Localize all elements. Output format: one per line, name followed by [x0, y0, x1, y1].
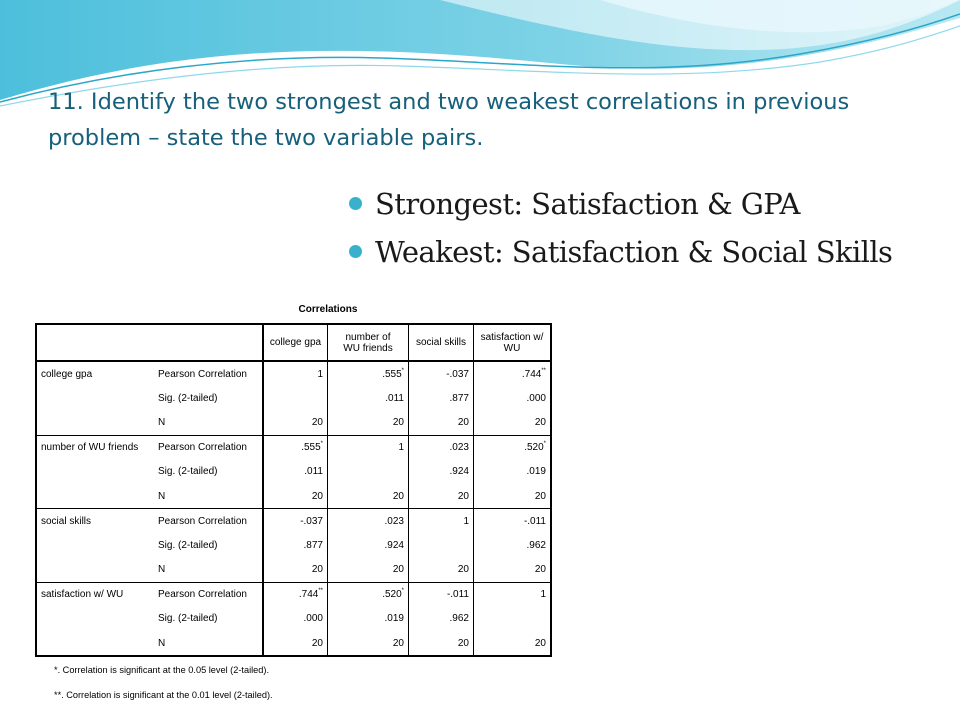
bullet-dot-icon — [349, 197, 362, 210]
table-cell — [328, 582, 409, 607]
cell-value: 1 — [398, 442, 404, 454]
cell-value: .000 — [303, 613, 323, 625]
table-cell — [263, 631, 328, 656]
cell-value: 20 — [534, 490, 546, 502]
table-cell — [328, 607, 409, 631]
table-cell — [263, 435, 328, 460]
table-row — [36, 460, 551, 484]
header-blank-stat — [154, 324, 263, 361]
cell-value: 20 — [457, 490, 469, 502]
table-cell — [474, 631, 552, 656]
cell-value: .962 — [449, 613, 469, 625]
cell-value: .011 — [385, 392, 404, 404]
slide-title: 11. Identify the two strongest and two weakest correlations in previous problem – state the two variable pairs. — [48, 89, 850, 151]
table-cell — [263, 533, 328, 557]
table-cell — [409, 509, 474, 534]
row-statistic-cell — [154, 533, 263, 557]
cell-value: .555 — [301, 442, 321, 454]
cell-value: 1 — [540, 589, 546, 601]
cell-value: .000 — [526, 392, 546, 404]
table-cell — [409, 533, 474, 557]
cell-value: 20 — [534, 416, 546, 428]
footnote-05: *. Correlation is significant at the 0.05 level (2-tailed). — [54, 665, 269, 675]
cell-value: 20 — [457, 564, 469, 576]
spss-correlations-output — [32, 296, 566, 720]
bullet-strongest-text: Strongest: Satisfaction & GPA — [375, 187, 800, 221]
row-statistic-cell — [154, 435, 263, 460]
cell-value: 20 — [392, 416, 404, 428]
table-cell — [409, 582, 474, 607]
column-header-line: satisfaction w/ — [480, 331, 544, 343]
table-cell — [474, 558, 552, 583]
column-header — [409, 324, 474, 361]
table-cell — [328, 386, 409, 410]
table-cell — [409, 484, 474, 509]
cell-value: .023 — [449, 442, 469, 454]
table-cell — [328, 533, 409, 557]
table-cell — [474, 460, 552, 484]
cell-value: 20 — [392, 490, 404, 502]
row-variable: satisfaction w/ WU — [41, 589, 124, 601]
row-variable-cell — [36, 460, 154, 484]
table-cell — [263, 558, 328, 583]
cell-value: 20 — [534, 564, 546, 576]
row-statistic: Sig. (2-tailed) — [158, 466, 218, 478]
row-statistic: Sig. (2-tailed) — [158, 392, 218, 404]
table-caption: Correlations — [298, 304, 358, 315]
row-variable-cell — [36, 533, 154, 557]
row-variable-cell — [36, 558, 154, 583]
row-statistic: N — [158, 490, 166, 502]
row-variable: social skills — [41, 515, 92, 527]
cell-value: 20 — [311, 416, 323, 428]
row-statistic: Sig. (2-tailed) — [158, 613, 218, 625]
table-row — [36, 435, 551, 460]
table-cell — [409, 361, 474, 386]
table-row — [36, 410, 551, 435]
cell-value: .962 — [526, 539, 546, 551]
table-cell — [409, 435, 474, 460]
row-statistic-cell — [154, 484, 263, 509]
table-row — [36, 558, 551, 583]
table-row — [36, 631, 551, 656]
table-cell — [263, 361, 328, 386]
bullet-weakest-text: Weakest: Satisfaction & Social Skills — [375, 235, 893, 269]
cell-value: .011 — [304, 466, 323, 478]
significance-marker: ** — [541, 367, 546, 374]
cell-value: -.037 — [446, 368, 469, 380]
row-variable-cell — [36, 631, 154, 656]
column-header — [328, 324, 409, 361]
table-cell — [328, 435, 409, 460]
table-cell — [328, 460, 409, 484]
table-row — [36, 361, 551, 386]
row-variable-cell — [36, 582, 154, 607]
significance-marker: * — [320, 441, 323, 448]
table-row — [36, 607, 551, 631]
table-cell — [474, 607, 552, 631]
row-statistic-cell — [154, 386, 263, 410]
row-variable-cell — [36, 435, 154, 460]
table-row — [36, 533, 551, 557]
row-statistic-cell — [154, 361, 263, 386]
table-cell — [474, 509, 552, 534]
row-statistic-cell — [154, 631, 263, 656]
cell-value: 20 — [311, 490, 323, 502]
row-variable-cell — [36, 386, 154, 410]
table-header-row — [36, 324, 551, 361]
table-cell — [409, 607, 474, 631]
table-cell — [263, 410, 328, 435]
significance-marker: * — [543, 441, 546, 448]
cell-value: .924 — [384, 539, 404, 551]
cell-value: .555 — [382, 368, 402, 380]
column-header — [474, 324, 552, 361]
cell-value: 1 — [317, 368, 323, 380]
table-cell — [474, 386, 552, 410]
table-cell — [263, 509, 328, 534]
header-blank-var — [36, 324, 154, 361]
table-cell — [328, 361, 409, 386]
cell-value: .520 — [382, 589, 402, 601]
cell-value: 20 — [311, 637, 323, 649]
row-statistic-cell — [154, 509, 263, 534]
table-cell — [263, 607, 328, 631]
table-cell — [328, 509, 409, 534]
row-variable-cell — [36, 509, 154, 534]
table-cell — [328, 410, 409, 435]
row-statistic: N — [158, 637, 166, 649]
table-cell — [409, 631, 474, 656]
cell-value: .744 — [521, 368, 542, 380]
table-cell — [474, 484, 552, 509]
table-cell — [263, 582, 328, 607]
row-statistic-cell — [154, 410, 263, 435]
column-header-line: social skills — [415, 337, 466, 348]
table-cell — [474, 435, 552, 460]
table-row — [36, 509, 551, 534]
table-row — [36, 386, 551, 410]
row-variable-cell — [36, 607, 154, 631]
correlations-table — [35, 323, 552, 657]
row-statistic: N — [158, 564, 166, 576]
row-variable-cell — [36, 484, 154, 509]
bullet-weakest — [348, 228, 892, 276]
cell-value: .744 — [298, 589, 319, 601]
cell-value: -.011 — [446, 589, 469, 601]
table-row — [36, 484, 551, 509]
cell-value: .019 — [526, 466, 546, 478]
table-cell — [328, 558, 409, 583]
bullet-strongest — [348, 180, 892, 228]
table-cell — [409, 386, 474, 410]
cell-value: 20 — [392, 637, 404, 649]
table-cell — [409, 410, 474, 435]
cell-value: -.011 — [523, 515, 546, 527]
cell-value: 20 — [457, 637, 469, 649]
table-cell — [263, 460, 328, 484]
significance-marker: ** — [318, 588, 323, 595]
table-cell — [474, 582, 552, 607]
row-statistic: Pearson Correlation — [158, 442, 247, 454]
cell-value: 20 — [392, 564, 404, 576]
row-statistic: Pearson Correlation — [158, 515, 247, 527]
table-cell — [474, 533, 552, 557]
row-statistic-cell — [154, 460, 263, 484]
footnote-01: **. Correlation is significant at the 0.01 level (2-tailed). — [54, 690, 273, 700]
table-cell — [409, 558, 474, 583]
column-header-line: number of — [345, 331, 391, 343]
cell-value: .877 — [449, 392, 469, 404]
row-statistic: Pearson Correlation — [158, 368, 247, 380]
row-statistic-cell — [154, 607, 263, 631]
bullet-list — [348, 180, 892, 276]
column-header-line: WU friends — [343, 342, 393, 354]
row-variable-cell — [36, 410, 154, 435]
column-header-line: college gpa — [269, 337, 322, 348]
table-row — [36, 582, 551, 607]
row-variable-cell — [36, 361, 154, 386]
table-cell — [263, 386, 328, 410]
row-variable: college gpa — [41, 368, 93, 380]
row-statistic-cell — [154, 558, 263, 583]
column-header — [263, 324, 328, 361]
table-cell — [263, 484, 328, 509]
cell-value: -.037 — [300, 515, 323, 527]
significance-marker: * — [401, 367, 404, 374]
cell-value: 20 — [534, 637, 546, 649]
cell-value: 1 — [463, 515, 469, 527]
cell-value: .877 — [303, 539, 323, 551]
row-statistic: N — [158, 416, 166, 428]
cell-value: .023 — [384, 515, 404, 527]
cell-value: 20 — [457, 416, 469, 428]
table-cell — [474, 410, 552, 435]
row-statistic-cell — [154, 582, 263, 607]
row-statistic: Pearson Correlation — [158, 589, 247, 601]
table-cell — [474, 361, 552, 386]
row-statistic: Sig. (2-tailed) — [158, 539, 218, 551]
table-cell — [328, 484, 409, 509]
bullet-dot-icon — [349, 245, 362, 258]
cell-value: .019 — [384, 613, 404, 625]
cell-value: 20 — [311, 564, 323, 576]
table-cell — [409, 460, 474, 484]
significance-marker: * — [401, 588, 404, 595]
row-variable: number of WU friends — [41, 442, 139, 454]
table-cell — [328, 631, 409, 656]
column-header-line: WU — [503, 342, 521, 354]
cell-value: .520 — [524, 442, 544, 454]
cell-value: .924 — [449, 466, 469, 478]
